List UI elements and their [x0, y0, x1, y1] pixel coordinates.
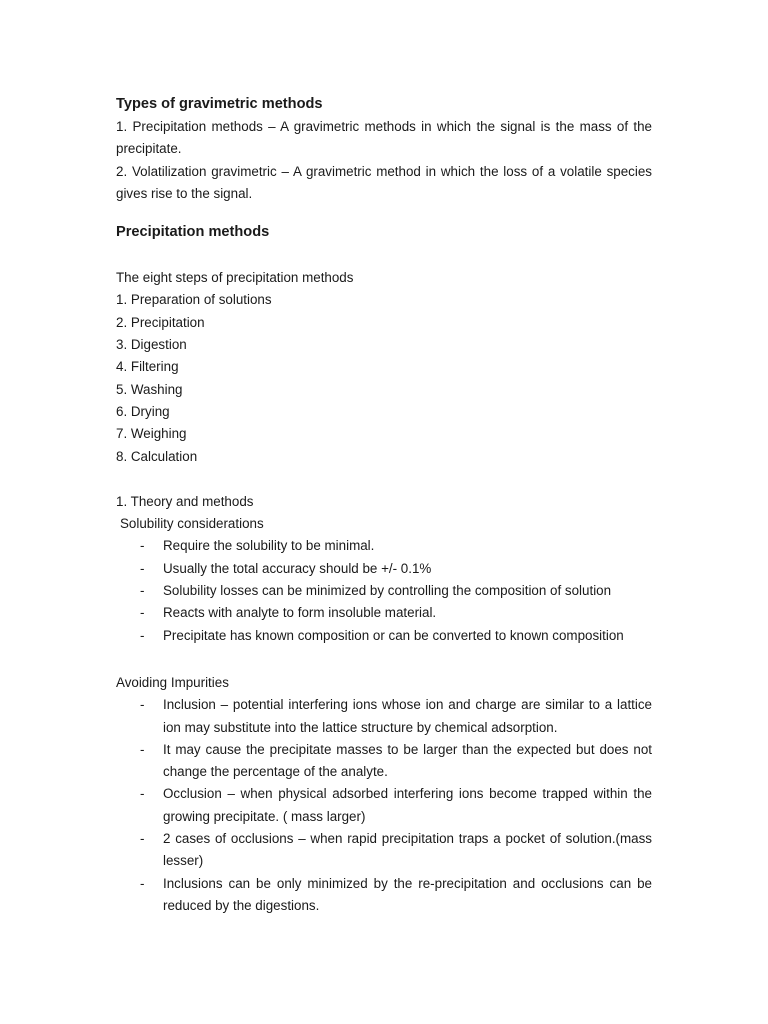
dash-bullet: - — [140, 627, 145, 643]
dash-bullet: - — [140, 831, 145, 847]
dash-bullet: - — [140, 583, 145, 599]
list-item-text: It may cause the precipitate masses to be larger than the expected but does not change the percentage of the analyte. — [163, 741, 652, 780]
paragraph-volatilization: 2. Volatilization gravimetric – A gravimetric method in which the loss of a volatile species gives rise to the signal. — [116, 163, 652, 201]
paragraph-precipitation-methods: 1. Precipitation methods – A gravimetric methods in which the signal is the mass of the precipitate. — [116, 119, 652, 157]
impurities-section — [116, 672, 652, 917]
list-item-text: 2 cases of occlusions – when rapid precipitation traps a pocket of solution.(mass lesser) — [163, 831, 652, 869]
list-item-text: Usually the total accuracy should be +/- 0.1% — [163, 560, 432, 576]
list-item — [116, 739, 652, 784]
list-item — [116, 625, 652, 647]
dash-bullet: - — [140, 605, 145, 621]
list-item-text: Precipitate has known composition or can be converted to known composition — [163, 627, 624, 643]
step-item: 4. Filtering — [116, 359, 179, 375]
dash-bullet: - — [140, 741, 145, 757]
solubility-list — [116, 535, 652, 646]
list-item — [116, 558, 652, 580]
list-item-text: Solubility losses can be minimized by controlling the composition of solution — [163, 583, 612, 599]
list-item-text: Occlusion – when physical adsorbed interfering ions become trapped within the growing precipitate. ( mass larger) — [163, 786, 652, 824]
list-item-text: Reacts with analyte to form insoluble material. — [163, 605, 437, 621]
list-item-text: Inclusion – potential interfering ions whose ion and charge are similar to a lattice ion may substitute into the lattice structure by chemical adsorption. — [163, 697, 652, 735]
list-item — [116, 828, 652, 873]
dash-bullet: - — [140, 560, 145, 576]
step-item: 6. Drying — [116, 403, 170, 419]
dash-bullet: - — [140, 538, 145, 554]
list-item — [116, 873, 652, 918]
list-item — [116, 602, 652, 624]
section-heading-precipitation: Precipitation methods — [116, 224, 270, 241]
theory-title: 1. Theory and methods — [116, 493, 254, 509]
theory-section — [116, 491, 652, 647]
steps-intro: The eight steps of precipitation methods — [116, 270, 354, 286]
theory-subtitle: Solubility considerations — [120, 516, 264, 532]
list-item — [116, 535, 652, 557]
impurities-title: Avoiding Impurities — [116, 674, 229, 690]
list-item — [116, 783, 652, 828]
dash-bullet: - — [140, 786, 145, 802]
step-item: 7. Weighing — [116, 426, 187, 442]
list-item-text: Inclusions can be only minimized by the re-precipitation and occlusions can be reduced by the digestions. — [163, 875, 652, 913]
list-item — [116, 694, 652, 739]
dash-bullet: - — [140, 875, 145, 891]
step-item: 1. Preparation of solutions — [116, 292, 272, 308]
step-item: 8. Calculation — [116, 448, 198, 464]
impurities-list — [116, 694, 652, 917]
step-item: 2. Precipitation — [116, 314, 205, 330]
list-item-text: Require the solubility to be minimal. — [163, 538, 375, 554]
document-page — [116, 92, 652, 917]
section-heading-types: Types of gravimetric methods — [116, 96, 323, 112]
step-item: 3. Digestion — [116, 337, 187, 353]
list-item — [116, 580, 652, 602]
dash-bullet: - — [140, 697, 145, 713]
step-item: 5. Washing — [116, 381, 183, 397]
